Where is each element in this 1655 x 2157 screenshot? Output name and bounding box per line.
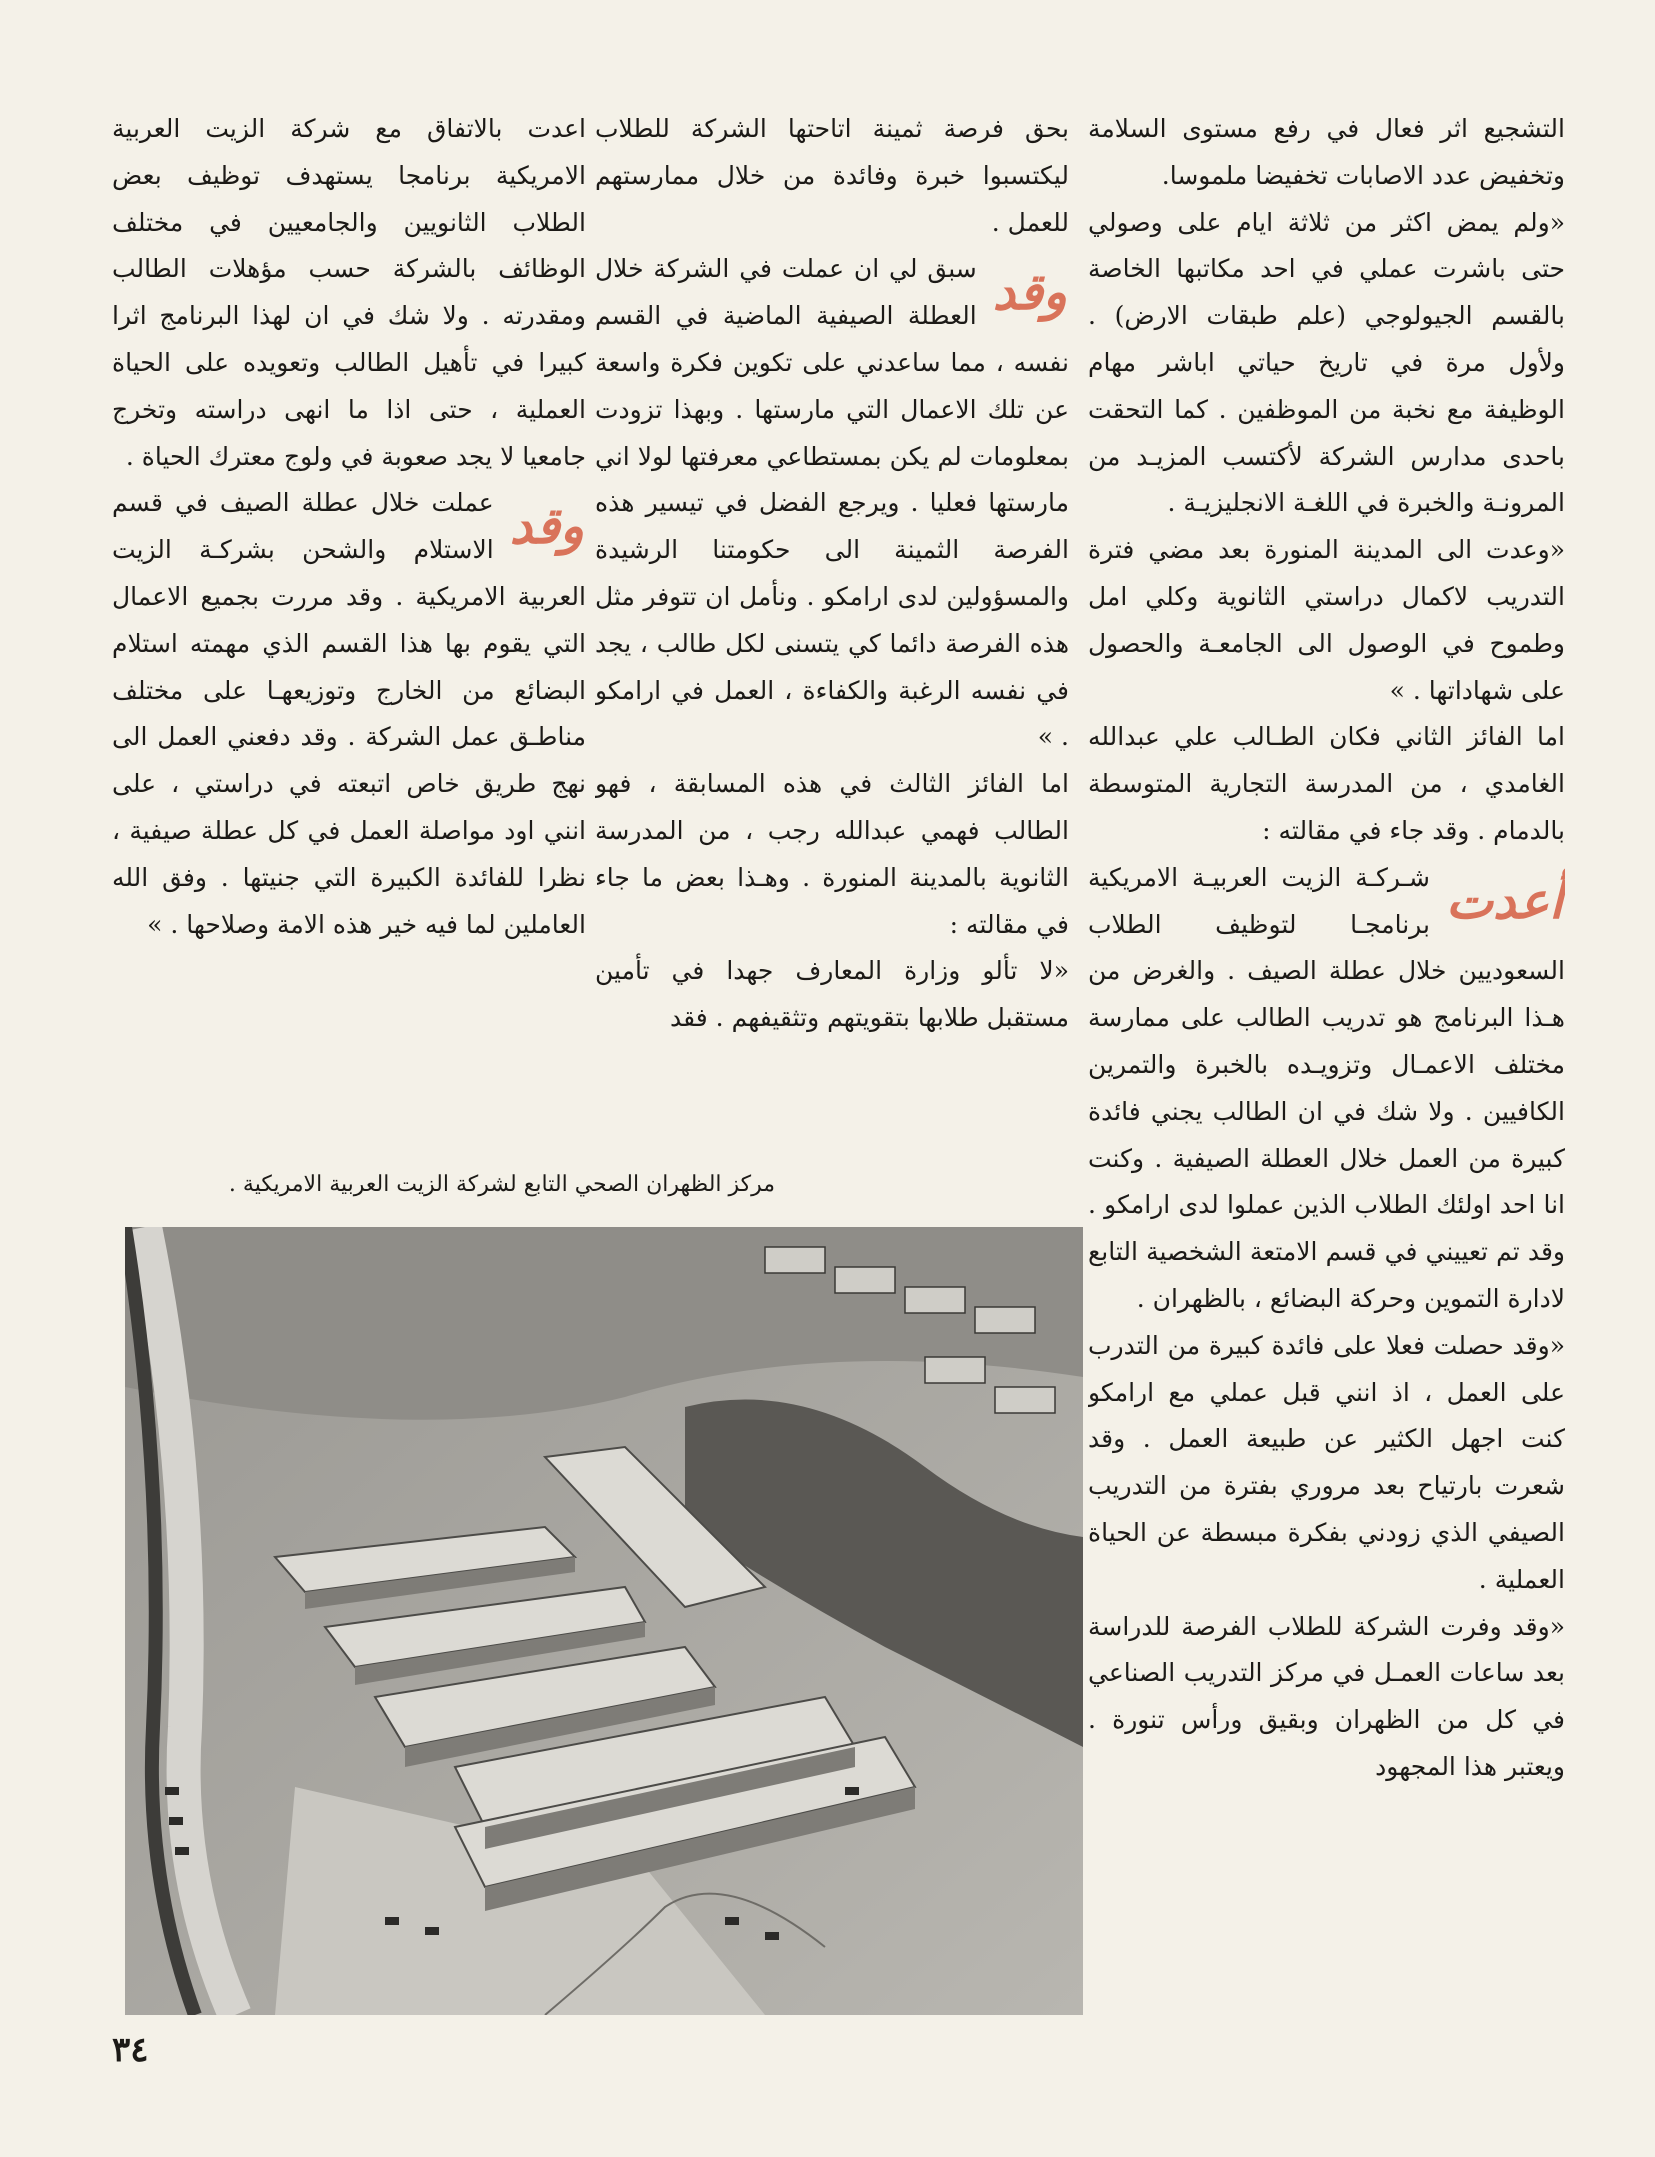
paragraph: اعدت بالاتفاق مع شركة الزيت العربية الامريكية برنامجا يستهدف توظيف بعض الطلاب الثانويين والجامعيين في مختلف الوظائف بالشركة حسب مؤهلات الطالب ومقدرته . ولا شك في ان لهذا البرنامج اثرا كبيرا في تأهيل الطالب وتعويده على الحياة العملية ، حتى اذا ما انهى دراسته وتخرج جامعيا لا يجد صعوبة في ولوج معترك الحياة . [112,114,586,471]
paragraph: «ولم يمض اكثر من ثلاثة ايام على وصولي حتى باشرت عملي في احد مكاتبها الخاصة بالقسم الجيولوجي (علم طبقات الارض) . ولأول مرة في تاريخ حياتي اباشر مهام الوظيفة مع نخبة من الموظفين . كما التحقت باحدى مدارس الشركة لأكتسب المزيـد من المرونـة والخبرة في اللغـة الانجليزيـة . [1088,207,1565,518]
paragraph: «وعدت الى المدينة المنورة بعد مضي فترة التدريب لاكمال دراستي الثانوية وكلي امل وطموح في الوصول الى الجامعـة والحصول على شهاداتها . » [1088,535,1565,705]
paragraph: بحق فرصة ثمينة اتاحتها الشركة للطلاب ليكتسبوا خبرة وفائدة من خلال ممارستهم للعمل . [595,114,1069,237]
paragraph: التشجيع اثر فعال في رفع مستوى السلامة وتخفيض عدد الاصابات تخفيضا ملموسا. [1088,114,1565,190]
paragraph-text: سبق لي ان عملت في الشركة خلال العطلة الصيفية الماضية في القسم نفسه ، مما ساعدني على تكوين فكرة واسعة عن تلك الاعمال التي مارستها . وبهذا تزودت بمعلومات لم يكن بمستطاعي معرفتها لولا اني مارستها فعليا . ويرجع الفضل في تيسير هذه الفرصة الثمينة الى حكومتنا الرشيدة والمسؤولين لدى ارامكو . ونأمل ان تتوفر مثل هذه الفرصة دائما كي يتسنى لكل طالب ، يجد في نفسه الرغبة والكفاءة ، العمل في ارامكو . » [595,254,1069,752]
text-column-right [1088,106,1565,2036]
paragraph-with-dropcap [1088,855,1565,1323]
paragraph: اما الفائز الثاني فكان الطـالب علي عبدالله الغامدي ، من المدرسة التجارية المتوسطة بالدمام . وقد جاء في مقالته : [1088,722,1565,845]
paragraph: «وقد حصلت فعلا على فائدة كبيرة من التدرب على العمل ، اذ انني قبل عملي مع ارامكو كنت اجهل الكثير عن طبيعة العمل . وقد شعرت بارتياح بعد مروري بفترة من التدريب الصيفي الذي زودني بفكرة مبسطة عن الحياة العملية . [1088,1330,1565,1594]
text-column-middle [595,106,1069,1091]
aerial-photo [125,1227,1083,2015]
dropcap-word: وقد [992,262,1067,322]
dropcap-word: أعدت [1445,870,1563,930]
page-number: ٣٤ [112,2030,149,2070]
paragraph: اما الفائز الثالث في هذه المسابقة ، فهو الطالب فهمي عبدالله رجب ، من المدرسة الثانوية بالمدينة المنورة . وهـذا بعض ما جاء في مقالته : [595,769,1069,939]
paragraph: «لا تألو وزارة المعارف جهدا في تأمين مستقبل طلابها بتقويتهم وتثقيفهم . فقد [595,956,1069,1033]
text-column-left [112,106,586,1091]
dropcap-word: وقد [509,496,584,556]
photo-caption: مركز الظهران الصحي التابع لشركة الزيت العربية الامريكية . [228,1172,776,1197]
paragraph: «وقد وفرت الشركة للطلاب الفرصة للدراسة بعد ساعات العمـل في مركز التدريب الصناعي في كل من الظهران وبقيق ورأس تنورة . ويعتبر هذا المجهود [1088,1611,1565,1781]
paragraph-with-dropcap [595,246,1069,761]
aerial-photo-illustration [125,1227,1083,2015]
paragraph-text: شـركـة الزيت العربيـة الامريكية برنامجـا لتوظيف الطلاب السعوديين خلال عطلة الصيف . والغرض من هـذا البرنامج هو تدريب الطالب على ممارسة مختلف الاعمـال وتزويـده بالخبرة والتمرين الكافيين . ولا شك في ان الطالب يجني فائدة كبيرة من العمل خلال العطلة الصيفية . وكنت انا احد اولئك الطلاب الذين عملوا لدى ارامكو . وقد تم تعييني في قسم الامتعة الشخصية التابع لادارة التموين وحركة البضائع ، بالظهران . [1088,862,1565,1313]
paragraph-text: عملت خلال عطلة الصيف في قسم الاستلام والشحن بشركـة الزيت العربية الامريكية . وقد مررت بجميع الاعمال التي يقوم بها هذا القسم الذي مهمته استلام البضائع من الخارج وتوزيعهـا على مختلف مناطـق عمل الشركة . وقد دفعني العمل الى نهج طريق خاص اتبعته في دراستي ، على انني اود مواصلة العمل في كل عطلة صيفية ، نظرا للفائدة الكبيرة التي جنيتها . وفق الله العاملين لما فيه خير هذه الامة وصلاحها . » [112,488,586,939]
paragraph-with-dropcap [112,480,586,948]
